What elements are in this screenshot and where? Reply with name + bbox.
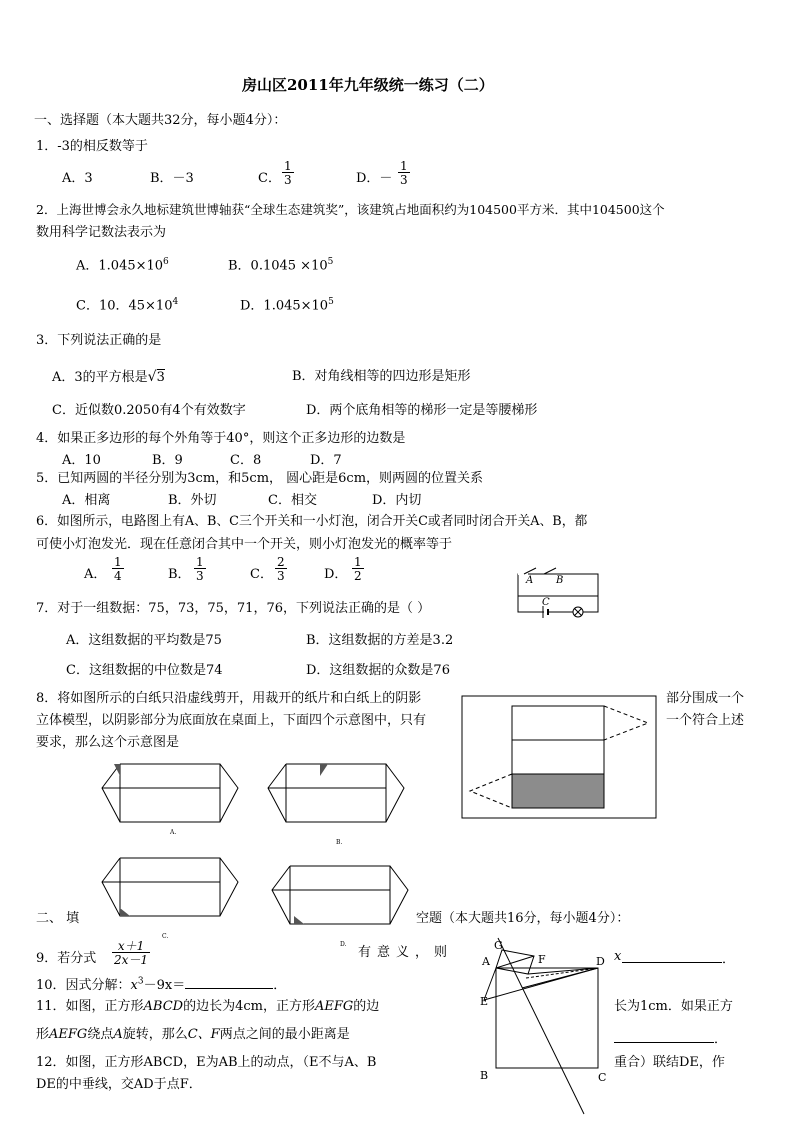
question-6-option-c-fraction: $\frac{2}{3}$ [277,555,285,583]
question-4-option-d: D．7 [310,453,342,468]
question-5-option-a: A．相离 [62,493,111,508]
question-4-option-a: A．10 [62,453,101,468]
question-3-option-b: B．对角线相等的四边形是矩形 [292,369,471,384]
question-3-option-c: C．近似数0.2050有4个有效数字 [52,403,246,418]
question-9-stem: 9．若分式 [36,951,97,966]
question-6-option-a: A． [84,567,107,582]
question-4-option-c: C．8 [230,453,262,468]
question-11-line-1: 11．如图，正方形ABCD的边长为4cm，正方形AEFG的边 [36,999,380,1014]
question-5-option-b: B．外切 [168,493,217,508]
question-3-stem: 3．下列说法正确的是 [36,333,162,348]
question-6-option-c: C． [250,567,273,582]
section-2-heading-right: 空题（本大题共16分，每小题4分）： [416,911,630,926]
question-6-option-d: D． [324,567,348,582]
question-2-line-2: 数用科学记数法表示为 [36,225,167,240]
question-8-line-1: 8．将如图所示的白纸只沿虚线剪开，用裁开的纸片和白纸上的阴影 [36,691,422,706]
prism-option-a-label: A. [170,829,177,836]
question-1-option-b: B．－3 [150,171,194,186]
question-1-option-c: C． [258,171,281,186]
question-2-line-1: 2．上海世博会永久地标建筑世博轴获“全球生态建筑奖”，该建筑占地面积约为104500平方米．其中104500这个 [36,202,665,217]
question-7-option-c: C．这组数据的中位数是74 [66,663,223,678]
question-2-option-a: A．$1.045\times 10^6$ [76,257,169,274]
question-6-option-d-fraction: $\frac{1}{2}$ [354,555,362,583]
paper-net-figure [460,694,660,824]
figure-11-label-a: A [482,955,490,968]
question-11-line-2: 形AEFG绕点A旋转，那么C、F两点之间的最小距离是 [36,1027,350,1042]
question-1-option-d: D．－ [356,171,393,186]
page-title: 房山区2011年九年级统一练习（二） [242,76,494,94]
question-2-option-d: D．$1.045\times 10^5$ [240,297,334,314]
question-8-line-3: 要求，那么这个示意图是 [36,735,180,750]
question-4-stem: 4．如果正多边形的每个外角等于40°，则这个正多边形的边数是 [36,431,406,446]
question-6-line-1: 6．如图所示，电路图上有A、B、C三个开关和一小灯泡，闭合开关C或者同时闭合开关A、B，都 [36,514,588,529]
question-9-fraction: $\frac{x+1}{2x-1}$ [114,939,149,967]
question-5-option-c: C．相交 [268,493,317,508]
question-11-blank: ． [614,1030,727,1046]
circuit-switch-c-label: C [542,597,550,608]
question-7-stem: 7．对于一组数据：75，73，75，71，76，下列说法正确的是（ ） [36,601,431,616]
question-7-option-d: D．这组数据的众数是76 [306,663,450,678]
prism-option-c-label: C. [162,933,169,940]
question-1-option-a: A．3 [62,171,93,186]
question-8-line-2: 立体模型，以阴影部分为底面放在桌面上，下面四个示意图中，只有 [36,713,427,728]
figure-11-label-d: D [596,955,605,968]
question-6-option-b: B． [168,567,191,582]
prism-option-b-label: B. [336,839,343,846]
prism-option-c [100,854,240,924]
question-12-line-1: 12．如图，正方形ABCD，E为AB上的动点，（E不与A、B [36,1055,377,1070]
question-3-option-a: A．3的平方根是√3 [52,369,165,385]
question-9-blank: ． [622,950,735,966]
figure-11-label-c: C [598,1071,607,1084]
question-12-line-1-right: 重合）联结DE，作 [614,1055,725,1070]
question-8-right-2: 一个符合上述 [666,713,745,728]
circuit-switch-a-label: A [526,575,534,586]
circuit-switch-b-label: B [556,575,564,586]
question-1-option-d-fraction: $\frac{1}{3}$ [400,159,408,187]
figure-11-label-g: G [494,939,503,952]
question-12-line-2: DE的中垂线，交AD于点F． [36,1077,202,1092]
section-heading: 一、选择题（本大题共32分，每小题4分）： [34,113,287,128]
figure-11-label-e: E [480,995,489,1008]
question-7-option-a: A．这组数据的平均数是75 [66,633,222,648]
figure-11-label-f: F [538,953,546,966]
question-4-option-b: B．9 [152,453,183,468]
section-2-heading-left: 二、 填 [36,911,80,926]
question-8-right-1: 部分围成一个 [666,691,745,706]
question-1-option-c-fraction: $\frac{1}{3}$ [284,159,292,187]
question-6-option-a-fraction: $\frac{1}{4}$ [114,555,122,583]
question-3-option-d: D．两个底角相等的梯形一定是等腰梯形 [306,403,538,418]
question-10: 10．因式分解：$x^3-9x=$ ． [36,976,287,993]
question-11-line-1-right: 长为1cm．如果正方 [614,999,733,1014]
prism-option-b [266,760,406,830]
question-5-option-d: D．内切 [372,493,422,508]
question-5-stem: 5．已知两圆的半径分别为3cm，和5cm， 圆心距是6cm，则两圆的位置关系 [36,471,484,486]
prism-option-d-label: D. [340,941,347,948]
square-rotation-figure [476,938,616,1118]
question-9-mid: 有意义，则 [358,945,454,960]
question-2-option-b: B．$0.1045 \times 10^5$ [228,257,334,274]
figure-11-label-b: B [480,1069,489,1082]
question-6-line-2: 可使小灯泡发光．现在任意闭合其中一个开关，则小灯泡发光的概率等于 [36,537,453,552]
prism-option-a [100,760,240,830]
question-1-stem: 1．-3的相反数等于 [36,139,148,154]
question-7-option-b: B．这组数据的方差是3.2 [306,633,454,648]
prism-option-d [270,862,410,932]
question-6-option-b-fraction: $\frac{1}{3}$ [196,555,204,583]
question-2-option-c: C．10．$45\times 10^4$ [76,297,179,314]
question-9-var: x [614,949,622,964]
